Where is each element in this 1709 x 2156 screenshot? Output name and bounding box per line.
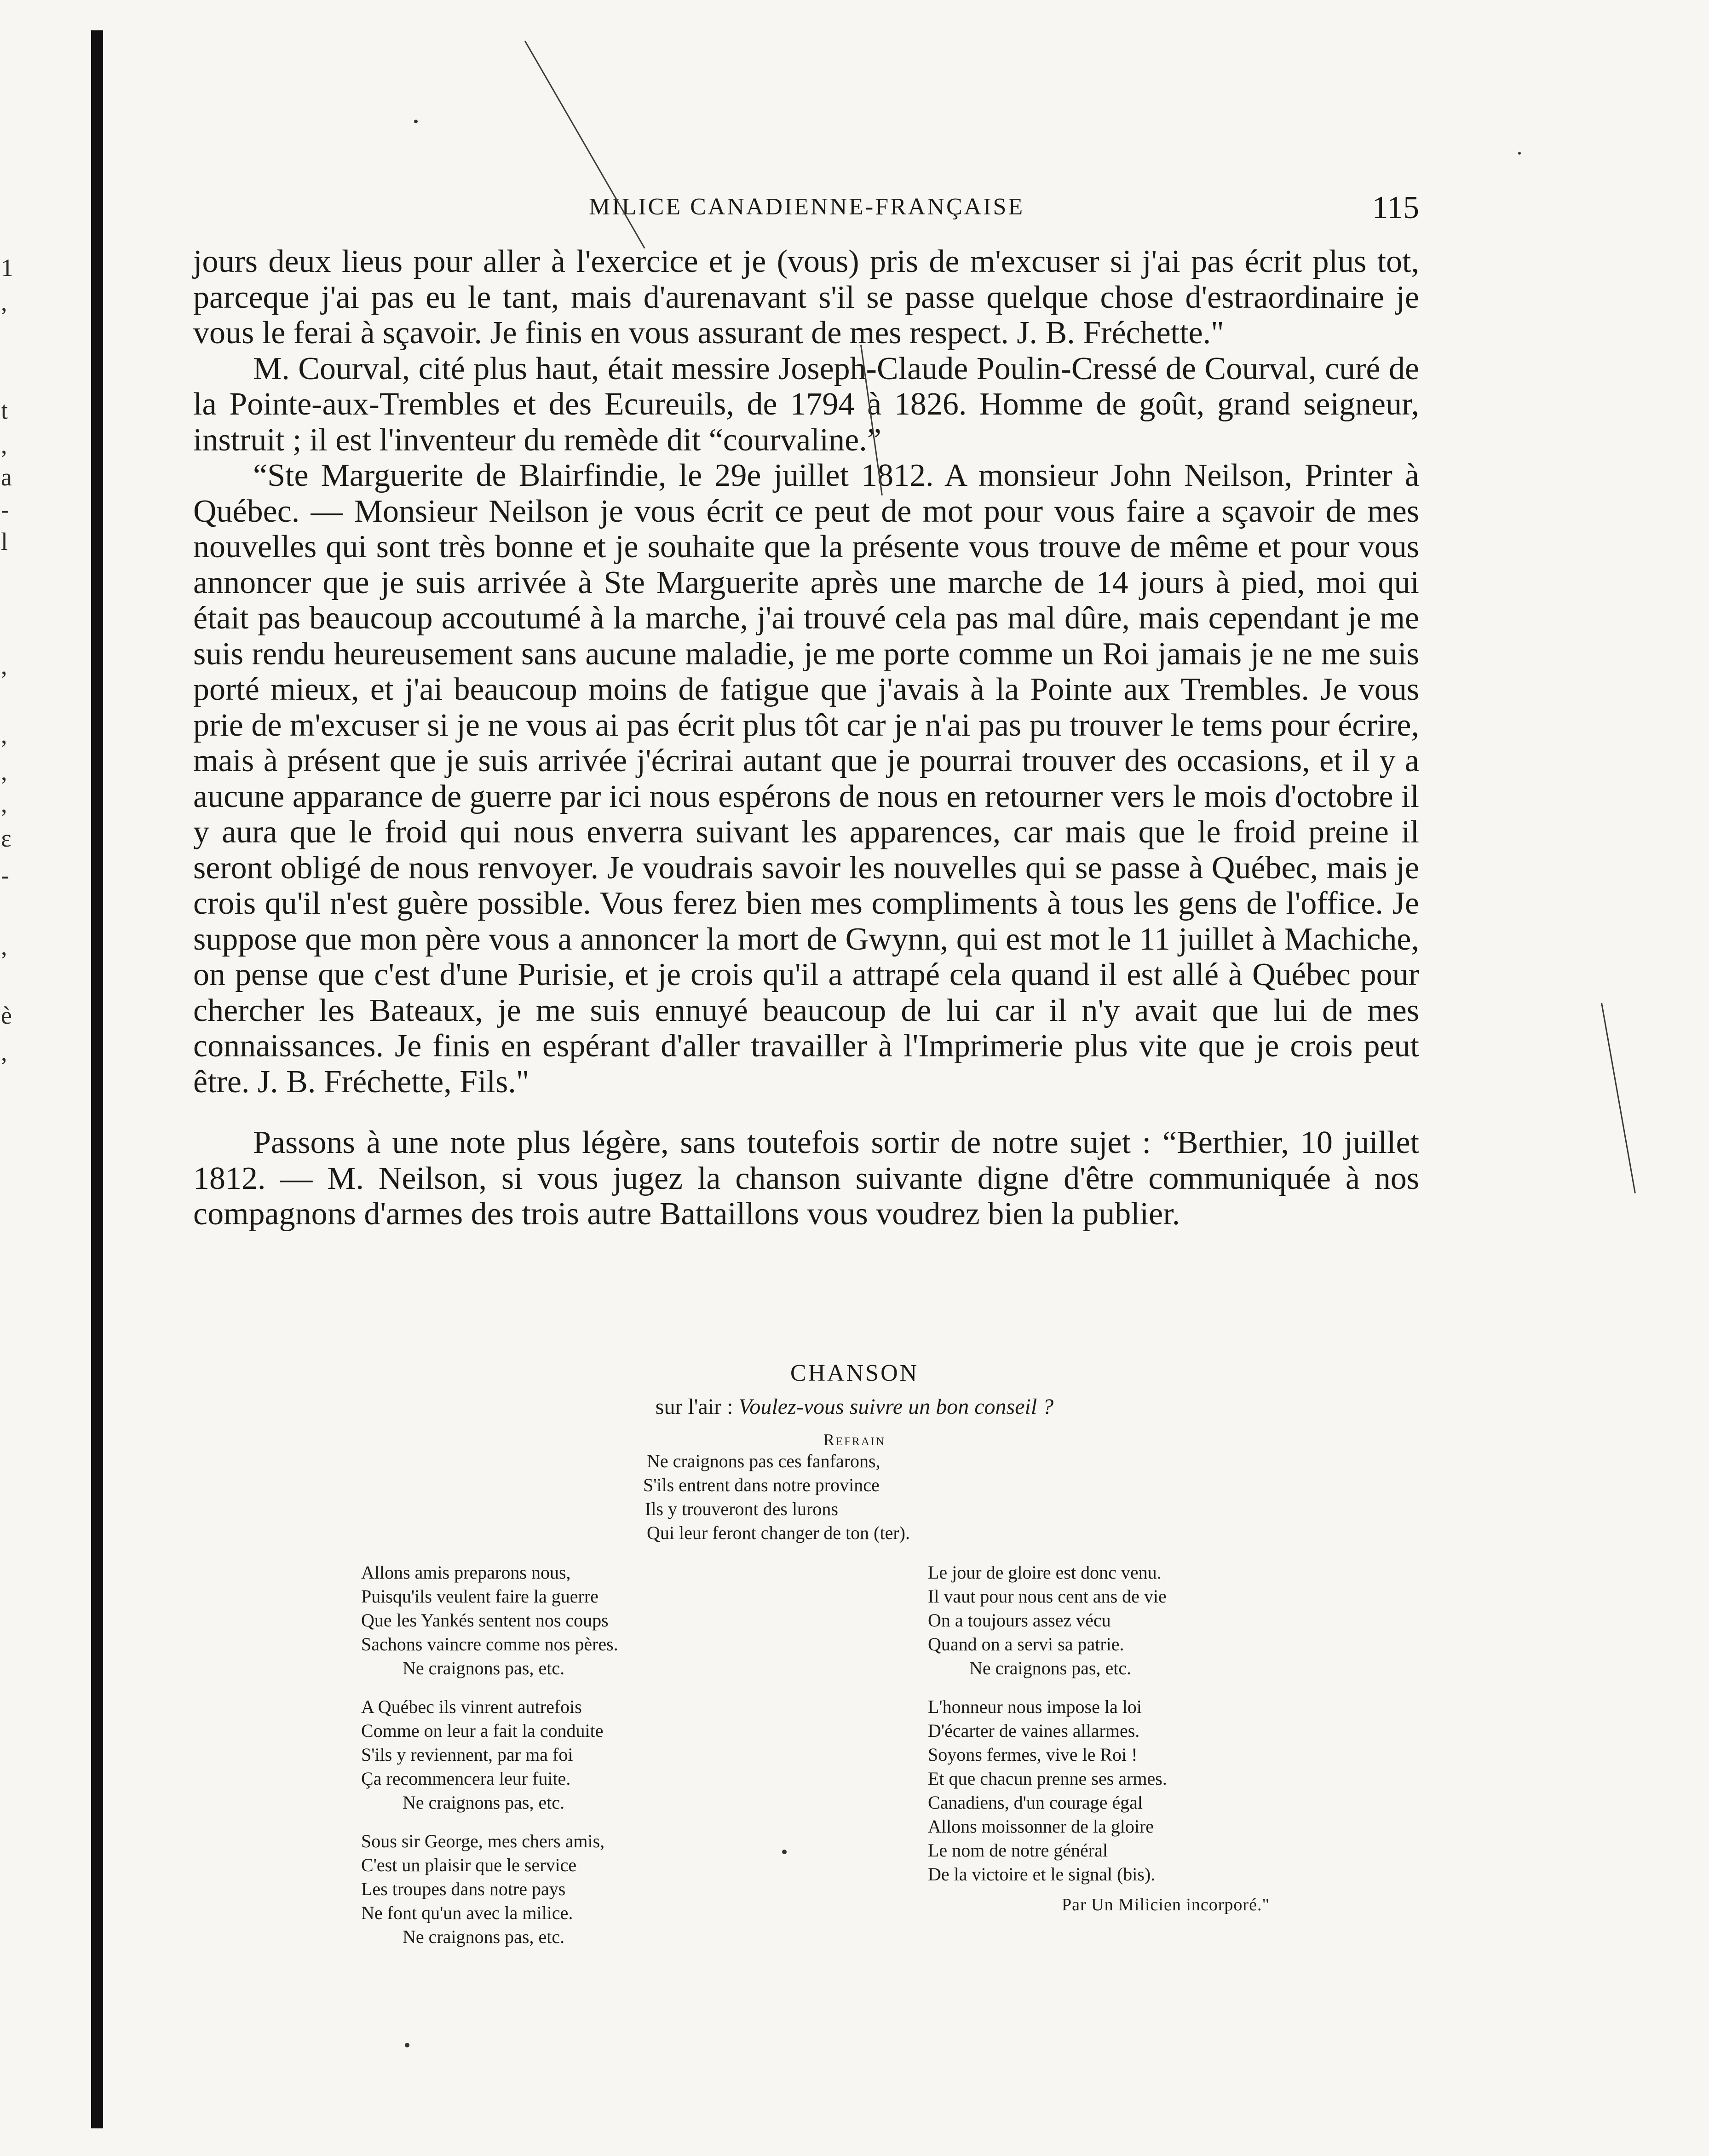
paragraph-letter-end: jours deux lieus pour aller à l'exercice et je (vous) pris de m'excuser si j'ai pas écrit plus tot, parceque j'ai pas eu le tant, mais d'aurenavant s'il se passe quelque chose d'estraordinaire je vous le ferai à sçavoir. Je finis en vous assurant de mes respect. J. B. Fréchette." bbox=[193, 244, 1419, 351]
song-column-left bbox=[361, 1561, 618, 1964]
margin-fragment: , bbox=[1, 758, 7, 785]
margin-fragment: - bbox=[1, 496, 9, 523]
verse-line: Allons moissonner de la gloire bbox=[928, 1816, 1154, 1837]
paragraph-courval: M. Courval, cité plus haut, était messire Joseph-Claude Poulin-Cressé de Courval, curé de la Pointe-aux-Trembles et des Ecureuils, de 1794 à 1826. Homme de goût, grand seigneur, instruit ; il est l'inventeur du remède dit “courvaline.” bbox=[193, 351, 1419, 458]
paragraph-chanson-intro: Passons à une note plus légère, sans toutefois sortir de notre sujet : “Berthier, 10 juillet 1812. — M. Neilson, si vous jugez la chanson suivante digne d'être communiquée à nos compagnons d'armes des trois autre Battaillons vous voudrez bien la publier. bbox=[193, 1125, 1419, 1232]
verse-line: Ça recommencera leur fuite. bbox=[361, 1768, 571, 1789]
margin-fragment: , bbox=[1, 1038, 7, 1066]
verse-line: Sous sir George, mes chers amis, bbox=[361, 1831, 605, 1851]
verse-line: Canadiens, d'un courage égal bbox=[928, 1792, 1143, 1813]
chorus-line: Ne craignons pas, etc. bbox=[403, 1926, 565, 1947]
margin-fragment: è bbox=[1, 1002, 12, 1029]
stanza bbox=[361, 1829, 618, 1949]
running-title: MILICE CANADIENNE-FRANÇAISE bbox=[589, 194, 1025, 220]
margin-fragment: , bbox=[1, 721, 7, 749]
running-head bbox=[193, 190, 1419, 226]
scan-speck bbox=[414, 120, 418, 123]
verse-line: L'honneur nous impose la loi bbox=[928, 1696, 1142, 1717]
scan-speck bbox=[405, 2043, 409, 2047]
scan-speck bbox=[782, 1850, 787, 1854]
verse-line: On a toujours assez vécu bbox=[928, 1610, 1111, 1631]
song-air-title: Voulez-vous suivre un bon conseil ? bbox=[738, 1395, 1054, 1419]
margin-fragment: , bbox=[1, 790, 7, 818]
margin-fragment: a bbox=[1, 463, 12, 491]
verse-line: Les troupes dans notre pays bbox=[361, 1879, 566, 1899]
stanza bbox=[928, 1561, 1167, 1680]
verse-line: S'ils y reviennent, par ma foi bbox=[361, 1744, 573, 1765]
margin-fragment: - bbox=[1, 861, 9, 889]
verse-line: Que les Yankés sentent nos coups bbox=[361, 1610, 609, 1631]
margin-fragment: , bbox=[1, 933, 7, 960]
verse-line: Sachons vaincre comme nos pères. bbox=[361, 1634, 618, 1654]
scan-speck bbox=[1518, 152, 1521, 155]
verse-line: Puisqu'ils veulent faire la guerre bbox=[361, 1586, 598, 1607]
body-text bbox=[193, 244, 1419, 1232]
verse-line: Le nom de notre général bbox=[928, 1840, 1108, 1861]
refrain bbox=[643, 1449, 910, 1545]
chorus-line: Ne craignons pas, etc. bbox=[403, 1792, 565, 1813]
verse-line: Quand on a servi sa patrie. bbox=[928, 1634, 1124, 1654]
verse-line: Soyons fermes, vive le Roi ! bbox=[928, 1744, 1138, 1765]
refrain-line: Ils y trouveront des lurons bbox=[645, 1499, 838, 1519]
chorus-line: Ne craignons pas, etc. bbox=[403, 1658, 565, 1678]
page-number: 115 bbox=[1372, 190, 1419, 225]
margin-fragment: , bbox=[1, 652, 7, 680]
margin-fragment: , bbox=[1, 288, 7, 316]
verse-line: Comme on leur a fait la conduite bbox=[361, 1720, 604, 1741]
crease-line bbox=[1601, 1003, 1636, 1193]
song-column-right bbox=[928, 1561, 1167, 1901]
verse-line: Le jour de gloire est donc venu. bbox=[928, 1562, 1162, 1583]
song-air bbox=[0, 1394, 1709, 1419]
verse-line: C'est un plaisir que le service bbox=[361, 1855, 577, 1875]
song-title: CHANSON bbox=[790, 1360, 919, 1386]
stanza bbox=[361, 1695, 618, 1815]
chorus-line: Ne craignons pas, etc. bbox=[969, 1658, 1132, 1678]
song-air-prefix: sur l'air : bbox=[655, 1395, 733, 1419]
signature: Par Un Milicien incorporé." bbox=[1062, 1895, 1270, 1914]
margin-fragment: l bbox=[1, 528, 8, 555]
margin-fragment: , bbox=[1, 431, 7, 459]
verse-line: Allons amis preparons nous, bbox=[361, 1562, 571, 1583]
verse-line: Et que chacun prenne ses armes. bbox=[928, 1768, 1167, 1789]
paragraph-letter-marguerite: “Ste Marguerite de Blairfindie, le 29e juillet 1812. A monsieur John Neilson, Printer à Québec. — Monsieur Neilson je vous écrit ce peut de mot pour vous faire a sçavoir de mes nouvelles qui sont très bonne et je souhaite que la présente vous trouve de même et pour vous annoncer que je suis arrivée à Ste Marguerite après une marche de 14 jours à pied, moi qui était pas beaucoup accoutumé à la marche, j'ai trouvé cela pas mal dûre, mais cependant je me suis rendu heureusement sans aucune maladie, je me porte comme un Roi jamais je ne me suis porté mieux, et j'ai beaucoup moins de fatigue que j'avais à la Pointe aux Trembles. Je vous prie de m'excuser si je ne vous ai pas écrit plus tôt car je n'ai pas pu trouver le tems pour écrire, mais à présent que je suis arrivée j'écrirai autant que je pourrai trouver des occasions, et il y a aucune apparance de guerre par ici nous espérons de nous en retourner vers le mois d'octobre il y aura que le froid qui nous enverra suivant les apparences, car mais que le froid preine il seront obligé de nous renvoyer. Je voudrais savoir les nouvelles qui se passe à Québec, mais je crois qu'il n'est guère possible. Vous ferez bien mes compliments à tous les gens de l'office. Je suppose que mon père vous a annoncer la mort de Gwynn, qui est mot le 11 juillet à Machiche, on pense que c'est d'une Purisie, et je crois qu'il a attrapé cela quand il est allé à Québec pour chercher les Bateaux, je me suis ennuyé beaucoup de lui car il n'y avait que lui de mes connaissances. Je finis en espérant d'aller travailler à l'Imprimerie plus vite que je crois peut être. J. B. Fréchette, Fils." bbox=[193, 458, 1419, 1100]
refrain-label: Refrain bbox=[823, 1430, 886, 1449]
margin-fragment: ɛ bbox=[1, 824, 12, 852]
refrain-line: Qui leur feront changer de ton (ter). bbox=[647, 1522, 910, 1543]
stanza bbox=[928, 1695, 1167, 1886]
verse-line: Ne font qu'un avec la milice. bbox=[361, 1902, 573, 1923]
verse-line: De la victoire et le signal (bis). bbox=[928, 1864, 1156, 1885]
refrain-line: Ne craignons pas ces fanfarons, bbox=[647, 1451, 880, 1471]
verse-line: D'écarter de vaines allarmes. bbox=[928, 1720, 1140, 1741]
refrain-line: S'ils entrent dans notre province bbox=[643, 1475, 880, 1495]
binding-shadow bbox=[91, 30, 103, 2128]
stanza bbox=[361, 1561, 618, 1680]
verse-line: Il vaut pour nous cent ans de vie bbox=[928, 1586, 1167, 1607]
margin-fragment: t bbox=[1, 397, 8, 424]
verse-line: A Québec ils vinrent autrefois bbox=[361, 1696, 582, 1717]
margin-fragment: 1 bbox=[1, 254, 13, 282]
